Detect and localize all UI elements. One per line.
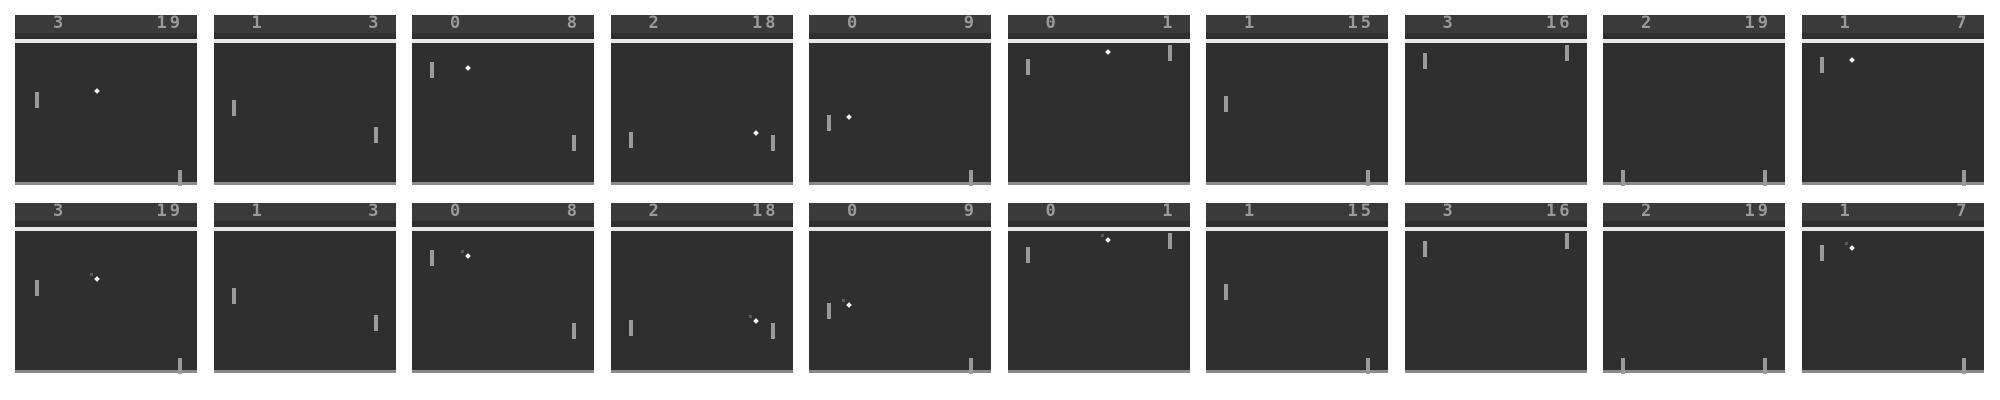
right-score: 15 — [1347, 201, 1374, 221]
predicted-frames-row — [15, 203, 1985, 389]
observed-frame-6 — [1008, 15, 1190, 185]
bottom-wall — [214, 370, 396, 373]
left-score: 2 — [1641, 201, 1655, 221]
top-wall — [1802, 227, 1984, 231]
predicted-frame-7 — [1206, 203, 1388, 373]
score-bar — [15, 203, 197, 221]
right-score: 1 — [1162, 201, 1176, 221]
left-paddle — [35, 92, 39, 108]
right-paddle — [374, 127, 378, 143]
top-wall — [1008, 227, 1190, 231]
bottom-wall — [809, 182, 991, 185]
left-score: 0 — [450, 201, 464, 221]
left-score: 2 — [648, 13, 662, 33]
left-paddle — [629, 320, 633, 336]
bottom-wall — [1206, 182, 1388, 185]
left-paddle — [1820, 57, 1824, 73]
predicted-frame-8 — [1405, 203, 1587, 373]
right-paddle — [178, 358, 182, 374]
right-paddle — [969, 358, 973, 374]
right-score: 9 — [963, 201, 977, 221]
left-paddle — [430, 250, 434, 266]
ball — [846, 114, 852, 120]
ball — [1849, 245, 1855, 251]
left-paddle — [827, 303, 831, 319]
ball — [94, 277, 100, 283]
prediction-artifact — [1845, 242, 1848, 245]
left-score: 2 — [648, 201, 662, 221]
right-score: 9 — [963, 13, 977, 33]
bottom-wall — [15, 370, 197, 373]
top-wall — [1008, 39, 1190, 43]
right-score: 8 — [566, 13, 580, 33]
ball — [1105, 49, 1111, 55]
observed-frame-1 — [15, 15, 197, 185]
top-wall — [1405, 39, 1587, 43]
right-score: 1 — [1162, 13, 1176, 33]
score-bar — [1008, 15, 1190, 33]
right-score: 19 — [1744, 201, 1771, 221]
right-paddle — [572, 135, 576, 151]
top-wall — [1603, 39, 1785, 43]
bottom-wall — [15, 182, 197, 185]
right-paddle — [969, 170, 973, 186]
right-score: 3 — [368, 201, 382, 221]
left-score: 1 — [251, 13, 265, 33]
observed-frame-8 — [1405, 15, 1587, 185]
observed-frame-4 — [611, 15, 793, 185]
top-wall — [1206, 227, 1388, 231]
left-paddle — [1621, 358, 1625, 374]
score-bar — [611, 203, 793, 221]
bottom-wall — [1008, 182, 1190, 185]
right-paddle — [1763, 170, 1767, 186]
ball — [753, 130, 759, 136]
top-wall — [809, 39, 991, 43]
left-score: 3 — [1442, 13, 1456, 33]
observed-frame-3 — [412, 15, 594, 185]
left-score: 3 — [1442, 201, 1456, 221]
left-score: 0 — [1045, 201, 1059, 221]
left-paddle — [35, 280, 39, 296]
score-bar — [1603, 15, 1785, 33]
predicted-frame-1 — [15, 203, 197, 373]
left-paddle — [1224, 284, 1228, 300]
right-paddle — [1565, 233, 1569, 249]
left-score: 0 — [847, 13, 861, 33]
right-score: 19 — [1744, 13, 1771, 33]
left-paddle — [430, 62, 434, 78]
top-wall — [611, 227, 793, 231]
score-bar — [214, 203, 396, 221]
left-score: 1 — [1839, 13, 1853, 33]
right-paddle — [1366, 170, 1370, 186]
score-bar — [214, 15, 396, 33]
left-score: 2 — [1641, 13, 1655, 33]
score-bar — [1206, 15, 1388, 33]
top-wall — [1603, 227, 1785, 231]
left-paddle — [232, 288, 236, 304]
right-paddle — [771, 135, 775, 151]
observed-frame-7 — [1206, 15, 1388, 185]
ball — [1849, 57, 1855, 63]
prediction-artifact — [1101, 234, 1104, 237]
top-wall — [214, 39, 396, 43]
top-wall — [15, 227, 197, 231]
prediction-artifact — [461, 250, 464, 253]
predicted-frame-9 — [1603, 203, 1785, 373]
right-score: 7 — [1956, 201, 1970, 221]
left-paddle — [232, 100, 236, 116]
left-paddle — [1820, 245, 1824, 261]
top-wall — [412, 227, 594, 231]
right-paddle — [771, 323, 775, 339]
ball — [1105, 237, 1111, 243]
score-bar — [809, 203, 991, 221]
left-paddle — [1621, 170, 1625, 186]
left-paddle — [629, 132, 633, 148]
right-score: 16 — [1546, 13, 1573, 33]
left-paddle — [1026, 247, 1030, 263]
observed-frames-row — [15, 15, 1985, 201]
bottom-wall — [611, 370, 793, 373]
ball — [465, 253, 471, 259]
left-score: 1 — [1244, 13, 1258, 33]
left-score: 3 — [53, 201, 67, 221]
left-paddle — [1026, 59, 1030, 75]
right-score: 15 — [1347, 13, 1374, 33]
observed-frame-9 — [1603, 15, 1785, 185]
score-bar — [412, 203, 594, 221]
right-score: 18 — [752, 201, 779, 221]
bottom-wall — [1603, 370, 1785, 373]
bottom-wall — [611, 182, 793, 185]
left-paddle — [1423, 53, 1427, 69]
score-bar — [611, 15, 793, 33]
right-score: 16 — [1546, 201, 1573, 221]
right-score: 3 — [368, 13, 382, 33]
right-score: 19 — [156, 13, 183, 33]
bottom-wall — [412, 182, 594, 185]
left-score: 0 — [847, 201, 861, 221]
left-score: 0 — [1045, 13, 1059, 33]
right-paddle — [1962, 170, 1966, 186]
score-bar — [1206, 203, 1388, 221]
prediction-artifact — [749, 315, 752, 318]
right-score: 8 — [566, 201, 580, 221]
score-bar — [412, 15, 594, 33]
right-paddle — [1168, 233, 1172, 249]
top-wall — [214, 227, 396, 231]
ball — [94, 89, 100, 95]
top-wall — [1802, 39, 1984, 43]
left-score: 0 — [450, 13, 464, 33]
bottom-wall — [214, 182, 396, 185]
score-bar — [1008, 203, 1190, 221]
top-wall — [15, 39, 197, 43]
ball — [465, 65, 471, 71]
right-score: 19 — [156, 201, 183, 221]
bottom-wall — [1802, 182, 1984, 185]
bottom-wall — [1802, 370, 1984, 373]
right-paddle — [1763, 358, 1767, 374]
left-paddle — [1224, 96, 1228, 112]
left-score: 3 — [53, 13, 67, 33]
score-bar — [1802, 15, 1984, 33]
right-paddle — [1168, 45, 1172, 61]
right-paddle — [1565, 45, 1569, 61]
left-score: 1 — [251, 201, 265, 221]
left-score: 1 — [1839, 201, 1853, 221]
predicted-frame-10 — [1802, 203, 1984, 373]
right-paddle — [1366, 358, 1370, 374]
left-paddle — [827, 115, 831, 131]
top-wall — [1405, 227, 1587, 231]
score-bar — [809, 15, 991, 33]
right-paddle — [572, 323, 576, 339]
predicted-frame-3 — [412, 203, 594, 373]
right-paddle — [178, 170, 182, 186]
score-bar — [1405, 203, 1587, 221]
bottom-wall — [1405, 370, 1587, 373]
top-wall — [611, 39, 793, 43]
right-paddle — [1962, 358, 1966, 374]
score-bar — [1802, 203, 1984, 221]
score-bar — [15, 15, 197, 33]
score-bar — [1405, 15, 1587, 33]
predicted-frame-4 — [611, 203, 793, 373]
observed-frame-2 — [214, 15, 396, 185]
ball — [846, 302, 852, 308]
bottom-wall — [1206, 370, 1388, 373]
bottom-wall — [1603, 182, 1785, 185]
top-wall — [809, 227, 991, 231]
top-wall — [412, 39, 594, 43]
top-wall — [1206, 39, 1388, 43]
predicted-frame-2 — [214, 203, 396, 373]
score-bar — [1603, 203, 1785, 221]
bottom-wall — [1405, 182, 1587, 185]
observed-frame-5 — [809, 15, 991, 185]
right-score: 18 — [752, 13, 779, 33]
prediction-artifact — [842, 299, 845, 302]
right-score: 7 — [1956, 13, 1970, 33]
left-paddle — [1423, 241, 1427, 257]
bottom-wall — [1008, 370, 1190, 373]
bottom-wall — [412, 370, 594, 373]
left-score: 1 — [1244, 201, 1258, 221]
prediction-artifact — [90, 273, 93, 276]
right-paddle — [374, 315, 378, 331]
bottom-wall — [809, 370, 991, 373]
ball — [753, 318, 759, 324]
observed-frame-10 — [1802, 15, 1984, 185]
predicted-frame-6 — [1008, 203, 1190, 373]
predicted-frame-5 — [809, 203, 991, 373]
